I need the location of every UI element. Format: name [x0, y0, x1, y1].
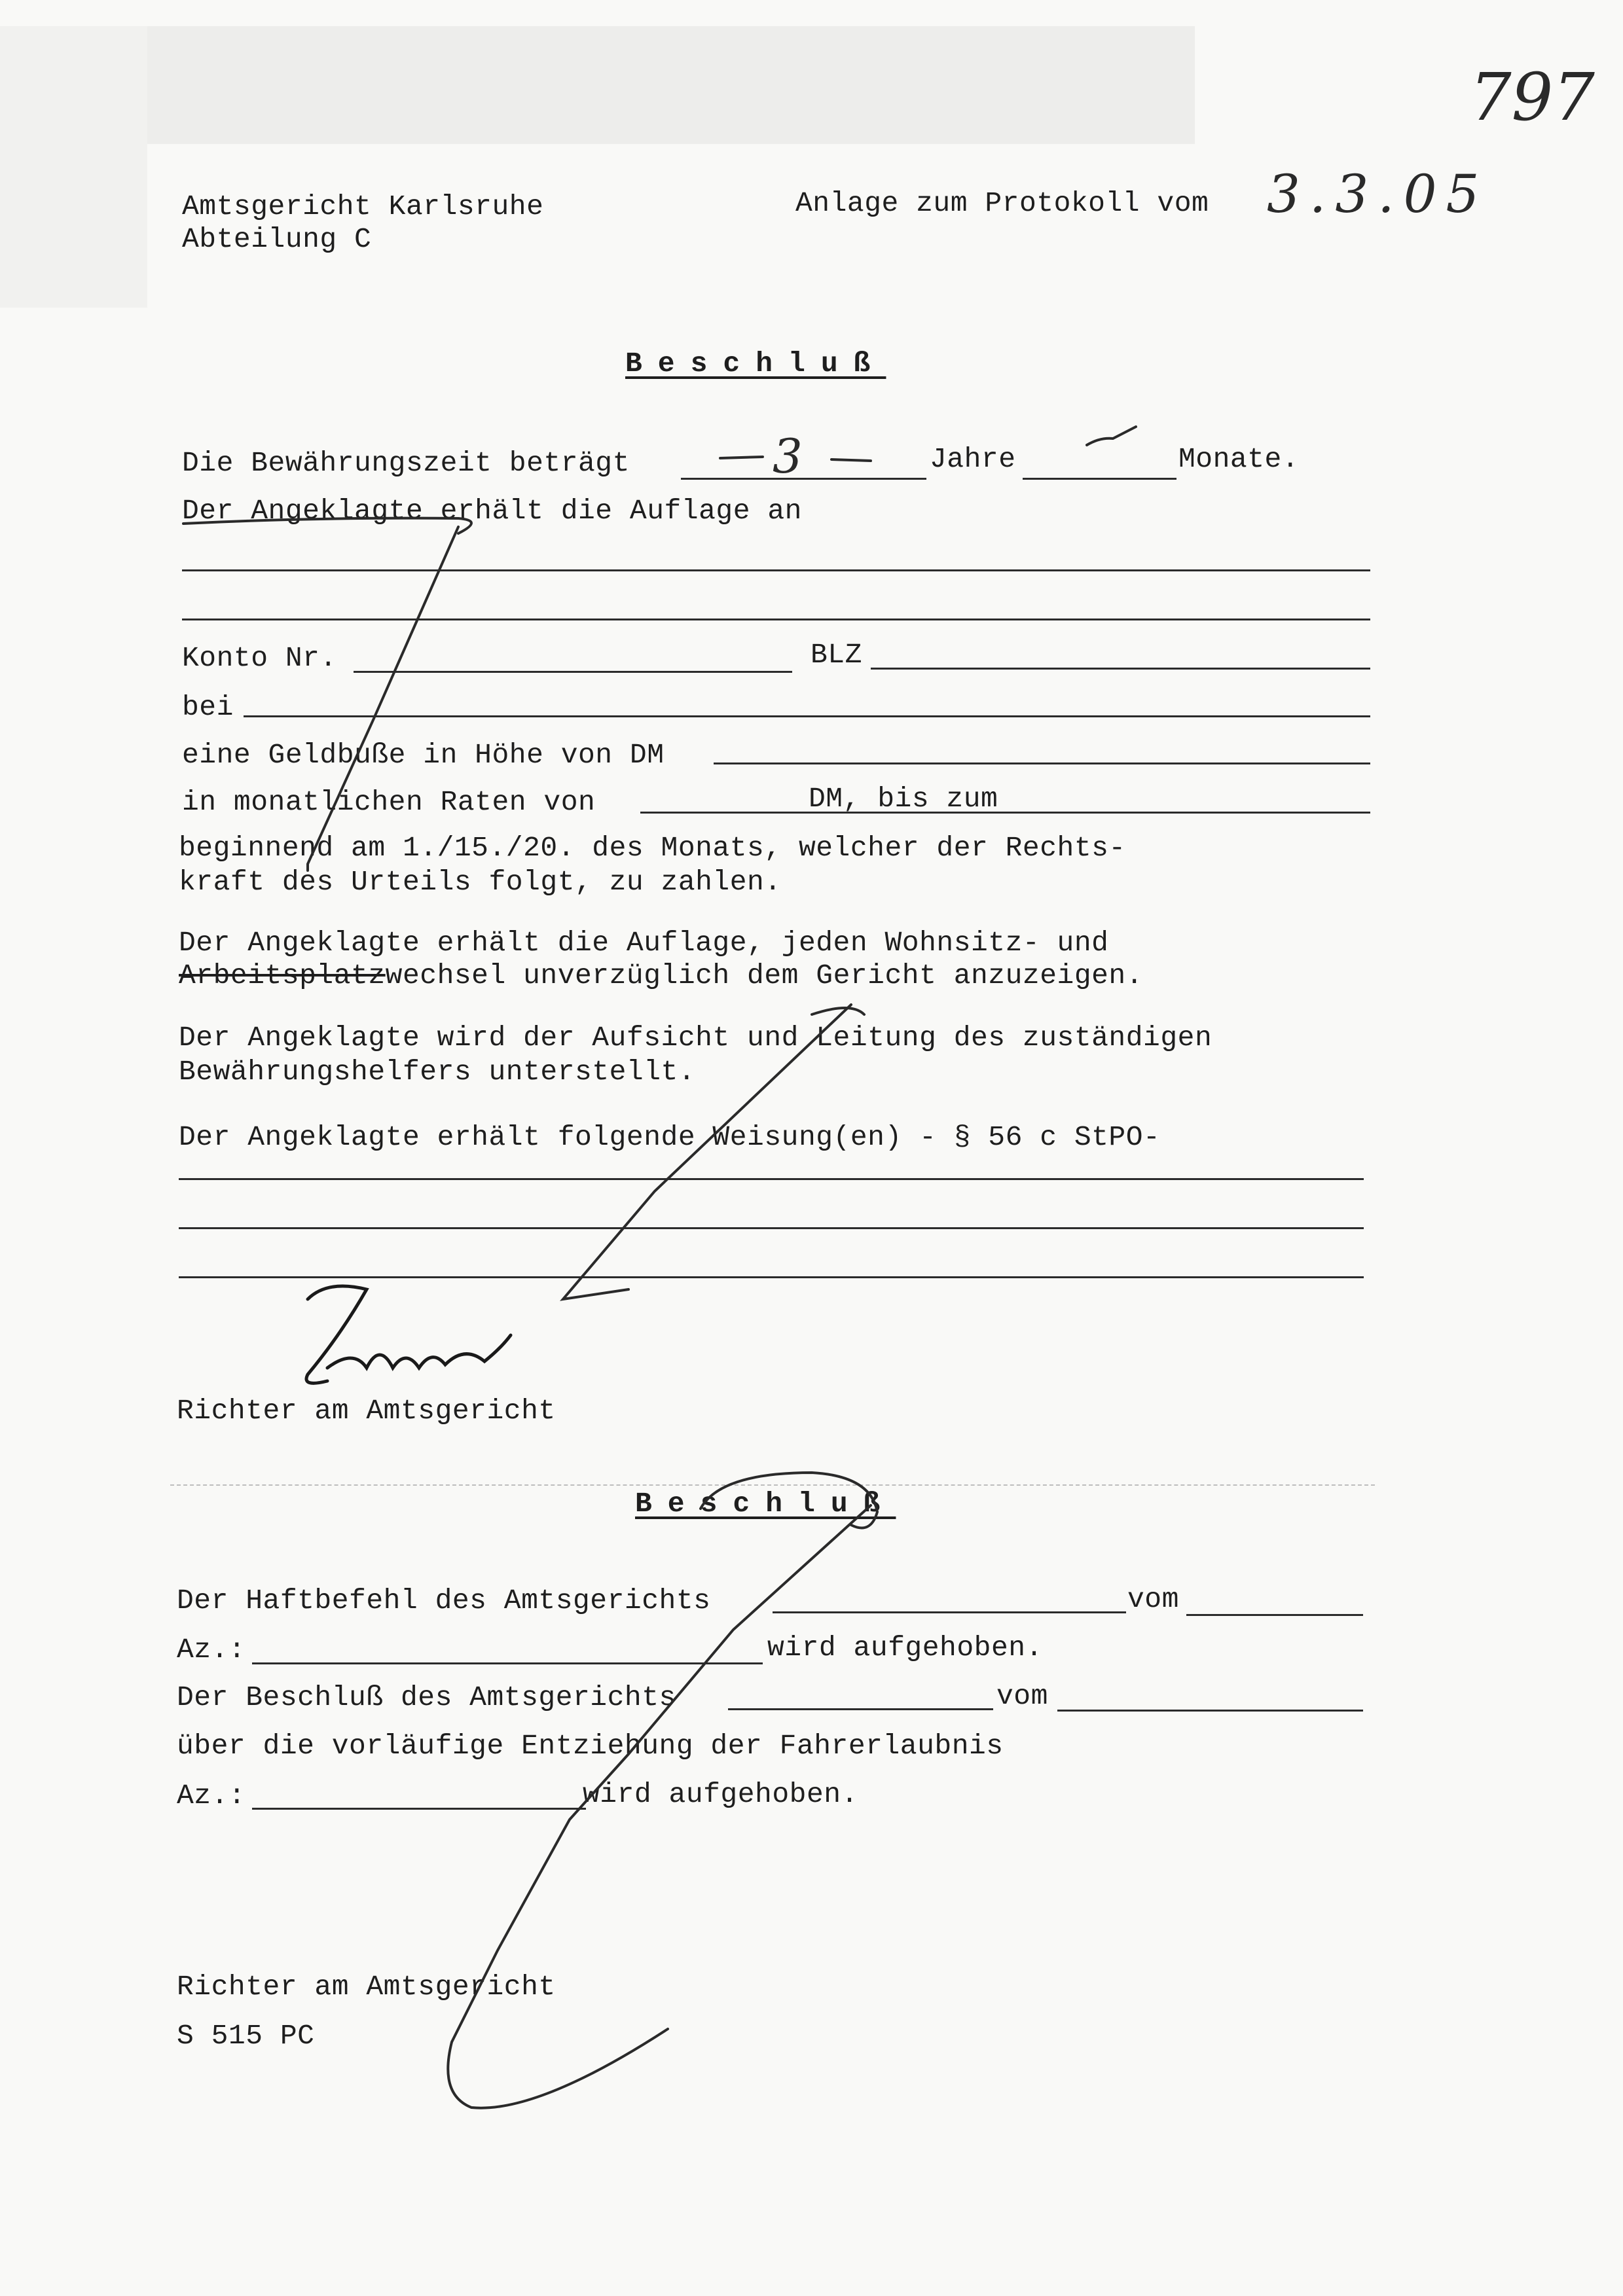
installments-label: in monatlichen Raten von: [182, 786, 596, 818]
dash-right: [831, 459, 871, 461]
months-label: Monate.: [1178, 443, 1300, 475]
supervision-text-1: Der Angeklagte wird der Aufsicht und Leitung des zuständigen: [179, 1022, 1213, 1054]
blz-line: [871, 668, 1370, 670]
scan-shadow: [147, 26, 1195, 144]
warrant-court-line: [773, 1611, 1126, 1613]
warrant-from-label: vom: [1127, 1583, 1179, 1615]
installments-text-1: beginnend am 1./15./20. des Monats, welcher der Rechts-: [179, 832, 1126, 864]
fine-label: eine Geldbuße in Höhe von DM: [182, 739, 665, 771]
decision-date-line: [1057, 1710, 1363, 1712]
decision-from-label: vom: [996, 1680, 1048, 1712]
installments-text-2: kraft des Urteils folgt, zu zahlen.: [179, 866, 782, 898]
license-text: über die vorläufige Entziehung der Fahrerlaubnis: [177, 1730, 1004, 1762]
scan-shadow-left: [0, 26, 147, 308]
decision-label: Der Beschluß des Amtsgerichts: [177, 1681, 676, 1713]
warrant-label: Der Haftbefehl des Amtsgerichts: [177, 1585, 711, 1617]
directive-line-2: [179, 1227, 1364, 1229]
court-name: Amtsgericht Karlsruhe: [182, 190, 544, 223]
probation-label: Die Bewährungszeit beträgt: [182, 447, 630, 479]
az-line-2: [252, 1808, 586, 1810]
section1-title: Beschluß: [625, 348, 886, 380]
section2-signer: Richter am Amtsgericht: [177, 1971, 556, 2003]
installments-line: [640, 812, 1370, 814]
account-line: [354, 671, 792, 673]
annex-label: Anlage zum Protokoll vom: [795, 187, 1209, 219]
condition-line-1: [182, 569, 1370, 571]
residence-text-1: Der Angeklagte erhält die Auflage, jeden Wohnsitz- und: [179, 927, 1109, 959]
residence-text-2: [179, 959, 1143, 993]
installments-unit: DM, bis zum: [809, 783, 998, 815]
probation-months-line: [1023, 478, 1176, 480]
workplace-struck: Arbeitsplatz: [179, 960, 386, 992]
probation-years-line: [681, 478, 926, 480]
dash-left: [720, 457, 763, 458]
supervision-text-2: Bewährungshelfers unterstellt.: [179, 1056, 696, 1088]
years-label: Jahre: [930, 443, 1016, 475]
az-line-1: [252, 1662, 763, 1664]
account-label: Konto Nr.: [182, 642, 337, 674]
section1-signer: Richter am Amtsgericht: [177, 1395, 556, 1427]
protocol-date: 3.3.05: [1267, 164, 1489, 224]
fine-line: [714, 762, 1370, 764]
warrant-date-line: [1186, 1614, 1363, 1616]
bank-line: [244, 715, 1370, 717]
blz-label: BLZ: [811, 639, 862, 671]
az-label-2: Az.:: [177, 1780, 246, 1812]
judge-signature: [306, 1286, 511, 1383]
directive-text: Der Angeklagte erhält folgende Weisung(en) - § 56 c StPO-: [179, 1121, 1161, 1153]
form-code: S 515 PC: [177, 2020, 315, 2052]
decision-court-line: [728, 1708, 993, 1710]
directive-line-1: [179, 1178, 1364, 1180]
directive-line-3: [179, 1276, 1364, 1278]
probation-years-value: 3: [773, 429, 803, 484]
section-divider: [170, 1484, 1375, 1486]
condition-intro: Der Angeklagte erhält die Auflage an: [182, 495, 802, 527]
page-number: 797: [1470, 59, 1595, 135]
az-label-1: Az.:: [177, 1634, 246, 1666]
court-division: Abteilung C: [182, 223, 372, 255]
bank-label: bei: [182, 691, 234, 723]
condition-line-2: [182, 619, 1370, 620]
revoked-1: wird aufgehoben.: [767, 1632, 1043, 1664]
section2-title: Beschluß: [635, 1488, 896, 1520]
months-check: [1087, 427, 1136, 445]
residence-rest: wechsel unverzüglich dem Gericht anzuzeigen.: [385, 960, 1144, 992]
und-loop: [812, 1008, 864, 1014]
revoked-2: wird aufgehoben.: [583, 1778, 858, 1810]
